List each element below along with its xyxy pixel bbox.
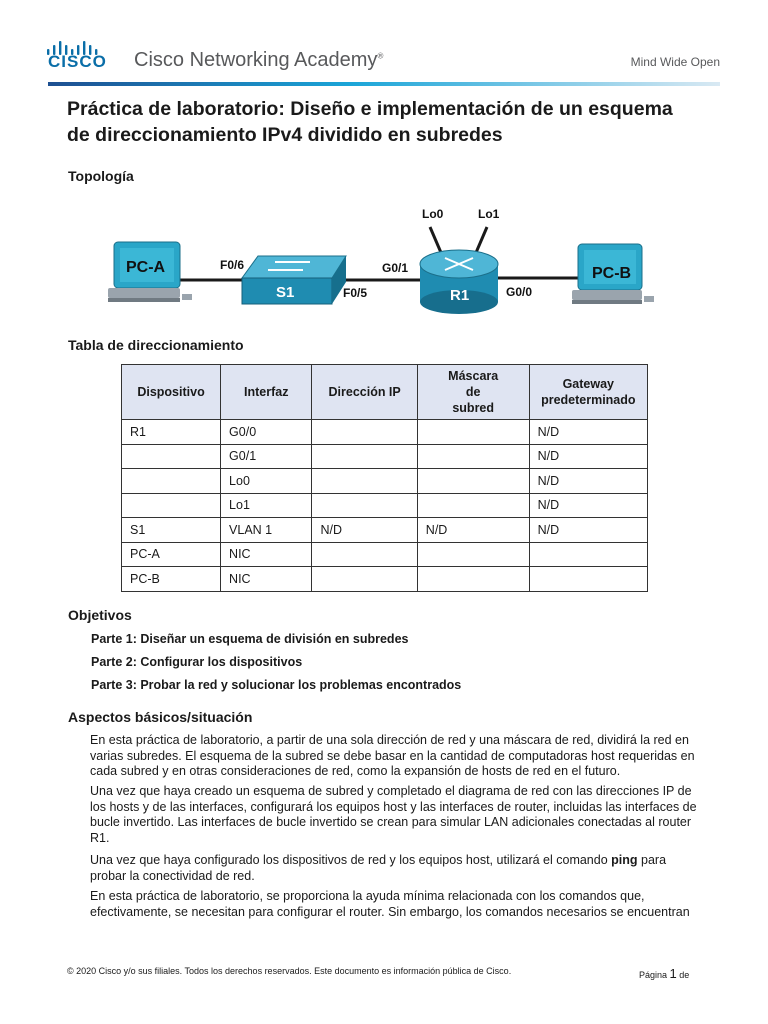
objective-part-2: Parte 2: Configurar los dispositivos xyxy=(91,655,303,669)
table-cell: R1 xyxy=(122,420,221,445)
label-lo0: Lo0 xyxy=(422,207,444,221)
table-cell xyxy=(122,469,221,494)
table-cell xyxy=(417,542,529,567)
footer-copyright: © 2020 Cisco y/o sus filiales. Todos los derechos reservados. Este documento es información pública de Cisco. xyxy=(67,966,512,976)
link-lo0 xyxy=(430,227,442,255)
academy-title: Cisco Networking Academy® xyxy=(134,49,384,71)
label-f05: F0/5 xyxy=(343,286,368,300)
label-s1: S1 xyxy=(276,284,295,301)
command-ping: ping xyxy=(611,853,638,867)
table-cell: Lo1 xyxy=(221,493,312,518)
table-row xyxy=(122,567,648,592)
background-paragraph-4: En esta práctica de laboratorio, se proporciona la ayuda mínima relacionada con los comandos que, efectivamente, se necesitan para configurar el router. Sin embargo, los comandos necesarios se encuentran xyxy=(90,889,690,919)
table-cell xyxy=(417,420,529,445)
heading-background: Aspectos básicos/situación xyxy=(68,709,253,725)
background-paragraph-1: En esta práctica de laboratorio, a partir de una sola dirección de red y una máscara de red, dividirá la red en varias subredes. El esquema de la subred se debe basar en la cantidad de computadoras host requeridas en cada subred y en otras consideraciones de red, como la expansión de hosts de red en el futuro. xyxy=(90,733,695,778)
label-g00: G0/0 xyxy=(506,285,533,299)
label-f06: F0/6 xyxy=(220,258,245,272)
table-cell xyxy=(312,567,417,592)
heading-addressing-table: Tabla de direccionamiento xyxy=(68,337,244,353)
table-row xyxy=(122,518,648,543)
objective-part-3: Parte 3: Probar la red y solucionar los problemas encontrados xyxy=(91,678,462,692)
topology-diagram xyxy=(100,200,680,325)
table-cell: N/D xyxy=(529,493,647,518)
table-cell xyxy=(312,420,417,445)
table-row xyxy=(122,493,648,518)
table-cell: VLAN 1 xyxy=(221,518,312,543)
page-header xyxy=(0,0,768,88)
label-pca: PC-A xyxy=(126,259,166,276)
table-row xyxy=(122,542,648,567)
heading-objectives: Objetivos xyxy=(68,607,132,623)
table-cell: N/D xyxy=(529,444,647,469)
header-default-gateway: Gateway predeterminado xyxy=(529,365,647,420)
header-device: Dispositivo xyxy=(122,365,221,420)
label-r1: R1 xyxy=(450,287,470,304)
objective-part-1: Parte 1: Diseñar un esquema de división en subredes xyxy=(91,632,409,646)
table-cell xyxy=(312,493,417,518)
table-cell xyxy=(122,444,221,469)
table-cell xyxy=(312,469,417,494)
header-divider xyxy=(48,82,720,86)
addressing-table xyxy=(121,364,648,592)
table-cell xyxy=(312,444,417,469)
table-cell xyxy=(529,567,647,592)
background-paragraph-3: Una vez que haya configurado los dispositivos de red y los equipos host, utilizará el comando ping para probar la conectividad de red. xyxy=(90,853,667,883)
tagline: Mind Wide Open xyxy=(630,55,720,69)
table-cell: N/D xyxy=(529,420,647,445)
table-cell xyxy=(122,493,221,518)
table-cell xyxy=(417,444,529,469)
table-cell xyxy=(529,542,647,567)
table-row xyxy=(122,420,648,445)
table-cell: N/D xyxy=(312,518,417,543)
table-row xyxy=(122,444,648,469)
document-title: Práctica de laboratorio: Diseño e implementación de un esquema de direccionamiento IPv4 dividido en subredes xyxy=(67,98,673,146)
page-number: Página 1 de xyxy=(639,966,690,981)
table-row xyxy=(122,469,648,494)
table-cell xyxy=(417,469,529,494)
table-cell: PC-A xyxy=(122,542,221,567)
table-cell: N/D xyxy=(529,518,647,543)
table-cell: S1 xyxy=(122,518,221,543)
table-cell: NIC xyxy=(221,542,312,567)
table-cell xyxy=(417,567,529,592)
table-cell xyxy=(312,542,417,567)
background-paragraph-2: Una vez que haya creado un esquema de subred y completado el diagrama de red con las direcciones IP de los hosts y de las interfaces, configurará los equipos host y las interfaces de router, incluidas las interfaces de bucle invertido. Las interfaces de bucle invertido se crean para simular LAN adicionales conectadas al router R1. xyxy=(90,784,697,845)
header-interface: Interfaz xyxy=(221,365,312,420)
table-cell: Lo0 xyxy=(221,469,312,494)
label-pcb: PC-B xyxy=(592,265,632,282)
link-lo1 xyxy=(475,227,487,255)
table-cell: NIC xyxy=(221,567,312,592)
header-ip-address: Dirección IP xyxy=(312,365,417,420)
header-subnet-mask: Máscara de subred xyxy=(417,365,529,420)
table-cell: N/D xyxy=(417,518,529,543)
label-lo1: Lo1 xyxy=(478,207,500,221)
table-cell xyxy=(417,493,529,518)
table-cell: PC-B xyxy=(122,567,221,592)
router-r1-icon xyxy=(420,250,498,314)
table-cell: N/D xyxy=(529,469,647,494)
table-cell: G0/0 xyxy=(221,420,312,445)
table-header-row xyxy=(122,365,648,420)
label-g01: G0/1 xyxy=(382,261,409,275)
cisco-wordmark: CISCO xyxy=(48,52,107,71)
table-cell: G0/1 xyxy=(221,444,312,469)
heading-topology: Topología xyxy=(68,168,134,184)
